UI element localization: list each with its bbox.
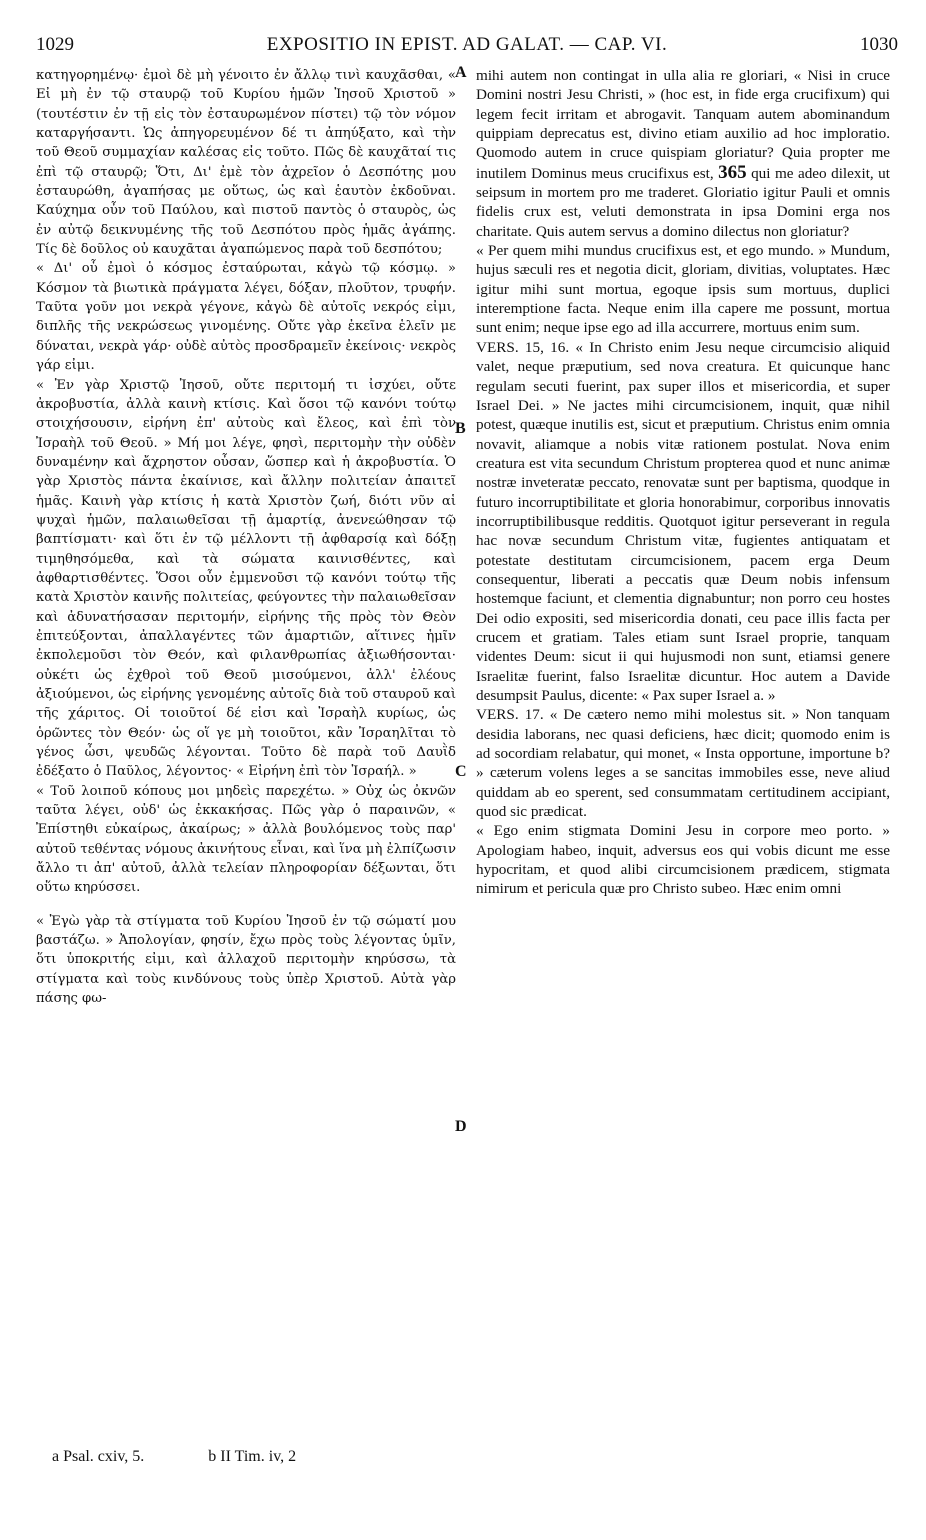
greek-paragraph: κατηγορημένῳ· ἐμοὶ δὲ μὴ γένοιτο ἐν ἄλλῳ τινὶ καυχᾶσθαι, « Εἰ μὴ ἐν τῷ σταυρῷ τοῦ Κυρίου ἡμῶν Ἰησοῦ Χριστοῦ » (τουτέστιν ἐν τῇ εἰς τὸν ἐσταυρωμένον πίστει) τῷ τὸν νόμον καταργήσαντι. Ὡς ἀπηγορευμένον δέ τι ἀπηύξατο, καὶ τὴν τοῦ Θεοῦ συμμαχίαν καλέσας εἰς τοῦτο. Πῶς δὲ καυχᾶταί τις ἐπὶ τῷ σταυρῷ; Ὅτι, Δι' ἐμὲ τὸν ἀχρεῖον ὁ Δεσπότης μου ἐσταυρώθη, ἀγαπήσας με οὕτως, ὡς καὶ ἑαυτὸν ἐκδοῦναι. Καύχημα οὖν τοῦ Παύλου, καὶ πιστοῦ παντὸς ὁ σταυρὸς, ὡς ἐν αὐτῷ δεικνυμένης τῆς τοῦ Δεσπότου πρὸς ἡμᾶς ἀγάπης. Τίς δὲ δοῦλος οὐ καυχᾶται ἀγαπώμενος παρὰ τοῦ δεσπότου; bbox=[36, 68, 456, 258]
latin-paragraph bbox=[476, 66, 890, 241]
running-title: EXPOSITIO IN EPIST. AD GALAT. — CAP. VI. bbox=[266, 34, 668, 55]
latin-paragraph: « Ego enim stigmata Domini Jesu in corpore meo porto. » Apologiam habeo, inquit, adversus eos qui vobis dicunt me esse hypocritam, et quod alibi circumcisionem prædicem, stigmata nimirum et pericula quæ pro Christo subeo. Hæc enim omni bbox=[476, 822, 890, 898]
greek-paragraph: « Ἐγὼ γὰρ τὰ στίγματα τοῦ Κυρίου Ἰησοῦ ἐν τῷ σώματί μου βαστάζω. » Ἀπολογίαν, φησίν, ἔχω πρὸς τοὺς λέγοντας ὑμῖν, ὅτι ὑποκριτής εἰμι, καὶ ἀλλαχοῦ περιτομὴν κηρύσσω, τὰ στίγματα καὶ τοὺς κινδύνους τοὺς ὑπὲρ Χριστοῦ. Αὐτὰ γὰρ πάσης φω- bbox=[36, 913, 456, 1007]
greek-paragraph: « Τοῦ λοιποῦ κόπους μοι μηδεὶς παρεχέτω. » Οὐχ ὡς ὀκνῶν ταῦτα λέγει, οὐδ' ὡς ἐκκακήσας. Πῶς γὰρ ὁ παραινῶν, « Ἐπίστηθι εὐκαίρως, ἀκαίρως; » ἀλλὰ βουλόμενος τοὺς παρ' αὐτοῦ τεθέντας νόμους ἀκινήτους εἶναι, καὶ ἵνα μὴ ἐλπίζωσιν ἄλλο τι ἀπ' αὐτοῦ, ἀλλὰ τελείαν πληροφορίαν δέξωνται, ὅτι οὕτω κηρύσσει. bbox=[36, 783, 456, 896]
footnotes bbox=[52, 1448, 356, 1466]
margin-marker-c: C bbox=[455, 763, 467, 780]
margin-marker-a: A bbox=[455, 64, 467, 81]
greek-column bbox=[36, 66, 456, 1009]
latin-paragraph: VERS. 17. « De cætero nemo mihi molestus sit. » Non tanquam desidia laborans, nec quasi deficiens, hæc dicit; quomodo enim is ad socordiam relabatur, qui monet, « Insta opportune, importune b? » cæterum volens leges a se sancitas immobiles esse, neve aliud quiddam ab eo sperent, sed consummatam certitudinem accipiant, quod sic prædicat. bbox=[476, 706, 890, 821]
running-header bbox=[36, 34, 898, 60]
margin-marker-d: D bbox=[455, 1118, 467, 1135]
latin-paragraph: VERS. 15, 16. « In Christo enim Jesu neque circumcisio aliquid valet, neque præputium, sed nova creatura. Et quicunque hanc regulam secuti fuerint, pax super illos et misericordia, et super Israel Dei. » Ne jactes mihi circumcisionem, inquit, quæ nihil potest, quæque inutilis est, sicut et præputium. Christus enim omnia novavit, aliamque a nobis vitæ rationem postulat. Nova enim creatura est vita secundum Christum propterea quod et nunc animæ nostræ inveteratæ peccato, renovatæ sunt per baptisma, quodque in futuro incorruptibilitate et gloria honorabimur, corporibus innovatis incorruptibilibusque redditis. Quotquot igitur perseverant in regula hac novæ secundum Christum vitæ, fugientes antiquatam et potestate destitutam circumcisionem, pacem erga Deum consequentur, liberati a peccatis quæ Deum nobis infensum hostemque faciunt, et clementia dignabuntur; non porro ceu hostes Dei odio expositi, sed misericordia donati, ceu pace illis facta per crucem et gratiam. Tales etiam sunt Israel proprie, tanquam videntes Deum: sicut ii qui hujusmodi non sunt, etiamsi genere Israelitæ fuerint, falso Israelitæ dicuntur. Hoc autem a Davide desumpsit Paulus, dicente: « Pax super Israel a. » bbox=[476, 338, 890, 704]
latin-column bbox=[476, 66, 890, 899]
latin-text: qui me adeo dilexit, ut seipsum in mortem pro me traderet. Gloriatio igitur Pauli et omnis fidelis crux est, veluti demonstrata in ipsa Domini erga nos charitate. Quis autem servus a domino dilectus non gloriatur? bbox=[476, 164, 890, 240]
footnote: a Psal. cxiv, 5. bbox=[52, 1448, 145, 1465]
greek-paragraph: « Ἐν γὰρ Χριστῷ Ἰησοῦ, οὔτε περιτομή τι ἰσχύει, οὔτε ἀκροβυστία, ἀλλὰ καινὴ κτίσις. Καὶ ὅσοι τῷ κανόνι τούτῳ στοιχήσουσιν, εἰρήνη ἐπ' αὐτοὺς καὶ ἔλεος, καὶ ἐπὶ τὸν Ἰσραὴλ τοῦ Θεοῦ. » Μή μοι λέγε, φησὶ, περιτομὴν τὴν οὐδὲν δυναμένην καὶ ἄχρηστον οὖσαν, ὥσπερ καὶ ἡ ἀκροβυστία. Ὁ γὰρ Χριστὸς πάντα ἐκαίνισε, καὶ ἄλλην πολιτείαν ἀπαιτεῖ ἡμᾶς. Καινὴ γὰρ κτίσις ἡ κατὰ Χριστὸν ζωή, διότι νῦν αἱ ψυχαὶ ἡμῶν, παλαιωθεῖσαι τῇ ἁμαρτίᾳ, ἀνενεώθησαν τῷ βαπτίσματι· καὶ ὅτι ἐν τῷ μέλλοντι τῇ ἀφθαρσίᾳ καὶ δόξῃ τιμηθησόμεθα, καὶ τὰ σώματα καινισθέντες, καὶ ἀφθαρτισθέντες. Ὅσοι οὖν ἐμμενοῦσι τῷ κανόνι τούτῳ τῆς κατὰ Χριστὸν καινῆς πολιτείας, φεύγοντες τὴν παλαιωθεῖσαν καὶ ἀδυνατήσασαν περιτομήν, εἰρήνης τῆς πρὸς τὸν Θεὸν ἐπιτεύξονται, ἀπαλλαγέντες τῶν ἁμαρτιῶν, αἵτινες ἡμῖν ἐκπολεμοῦσι τὸν Θεόν, καὶ φιλανθρωπίας ἀξιωθήσονται· οὐκέτι ὡς ἐχθροὶ τοῦ Θεοῦ μισούμενοι, ἀλλ' ἐλέους ἀξιούμενοι, ὡς εἰρήνης γενομένης αὐτοῖς διὰ τοῦ σταυροῦ καὶ τῆς χάριτος. Οἱ τοιοῦτοί δέ εἰσι καὶ Ἰσραὴλ κυρίως, ὡς ὁρῶντες τὸν Θεόν· ὡς οἵ γε μὴ τοιοῦτοι, κἂν Ἰσραηλῖται τὸ γένος ὦσι, ψευδῶς λέγονται. Τοῦτο δὲ παρὰ τοῦ Δαυῒδ ἐδέξατο ὁ Παῦλος, λέγοντος· « Εἰρήνη ἐπὶ τὸν Ἰσραήλ. » bbox=[36, 377, 456, 780]
footnote: b II Tim. iv, 2 bbox=[208, 1448, 297, 1465]
latin-paragraph: « Per quem mihi mundus crucifixus est, et ego mundo. » Mundum, hujus sæculi res et negotia dicit, gloriam, divitias, voluptates. Hæc igitur mihi sunt mortua, egoque ipsis sum mortuus, duplici interemptione facta. Neque enim illa capere me possunt, mortua sunt enim; neque ipse ego ad illa accurrere, mortuus enim sum. bbox=[476, 242, 890, 337]
greek-paragraph: « Δι' οὗ ἐμοὶ ὁ κόσμος ἐσταύρωται, κἀγὼ τῷ κόσμῳ. » Κόσμον τὰ βιωτικὰ πράγματα λέγει, δόξαν, πλοῦτον, τρυφήν. Ταῦτα γοῦν μοι νεκρὰ γέγονε, κἀγὼ δὲ αὐτοῖς νεκρός εἰμι, διπλῆς τῆς νεκρώσεως γινομένης. Οὔτε γὰρ ἐκεῖνα ἑλεῖν με δύναται, νεκρὰ γάρ· οὐδὲ αὐτὸς προσδραμεῖν ἐκείνοις· νεκρὸς γάρ εἰμι. bbox=[36, 261, 456, 374]
page-number-left: 1029 bbox=[36, 34, 74, 55]
margin-marker-b: B bbox=[455, 420, 466, 437]
latin-text: mihi autem non contingat in ulla alia re gloriari, « Nisi in cruce Domini nostri Jesu Christi, » (hoc est, in fide erga crucifixum) qui legem fecit irritam et abrogavit. Tanquam autem abominandum quippiam deprecatus est, divino etiam auxilio ad hoc imploratio. Quomodo autem in cruce quispiam gloriatur? Quia propter me inutilem Dominus meus crucifixus est, bbox=[476, 67, 890, 182]
column-number: 365 bbox=[718, 161, 747, 183]
page-number-right: 1030 bbox=[860, 34, 898, 55]
